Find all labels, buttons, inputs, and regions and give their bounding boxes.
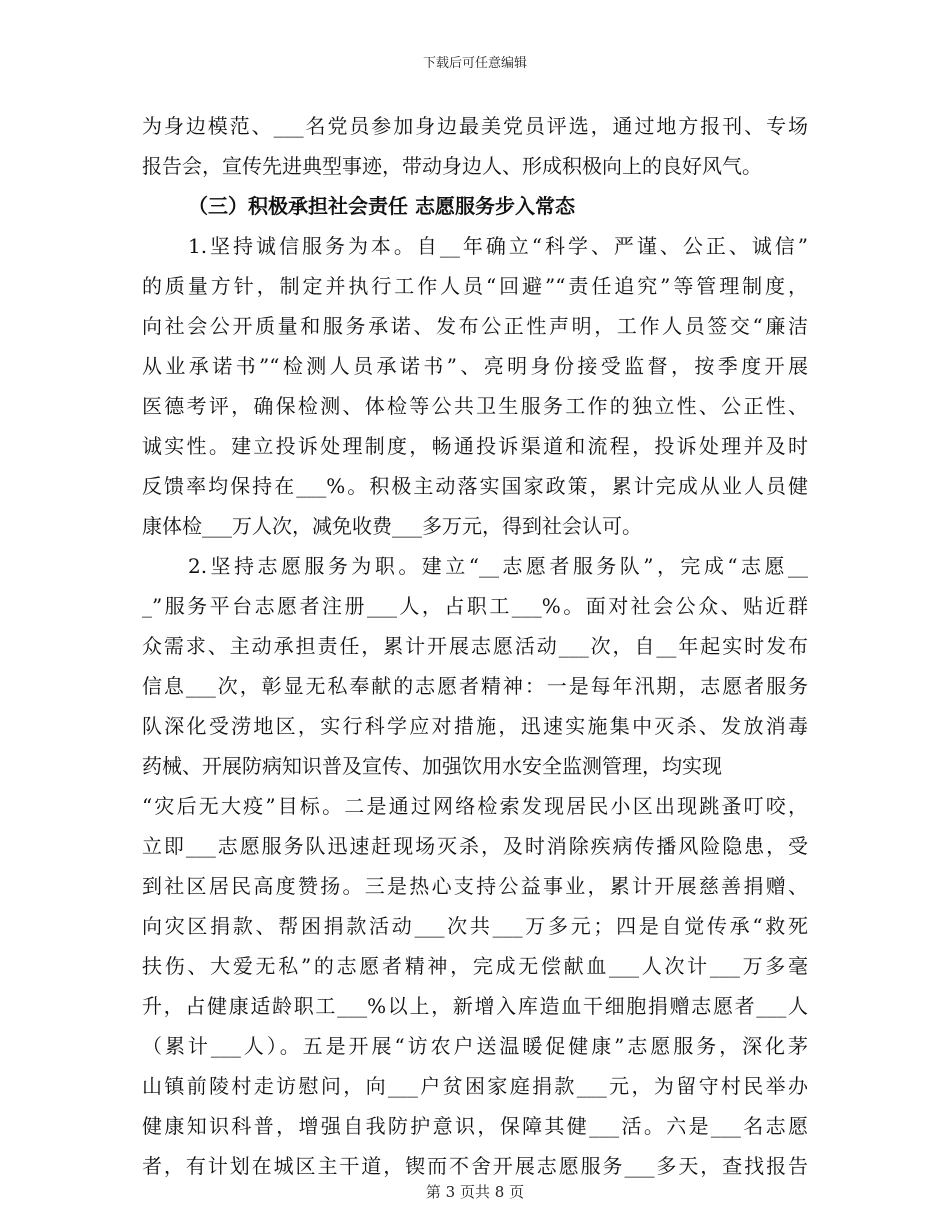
page-header: 下载后可任意编辑 <box>422 56 527 71</box>
body-line: 升，占健康适龄职工___%以上，新增入库造血干细胞捐赠志愿者___人 <box>142 994 808 1018</box>
section-heading: （三）积极承担社会责任 志愿服务步入常态 <box>188 194 575 218</box>
body-line: 康体检___万人次，减免收费___多万元，得到社会认可。 <box>142 514 642 538</box>
body-line: _”服务平台志愿者注册___人，占职工___%。面对社会公众、贴近群 <box>142 594 808 618</box>
body-line: 为身边模范、___名党员参加身边最美党员评选，通过地方报刊、专场 <box>142 114 808 138</box>
body-line: 众需求、主动承担责任，累计开展志愿活动___次，自__年起实时发布 <box>142 634 808 658</box>
body-line: 立即___志愿服务队迅速赶现场灭杀，及时消除疾病传播风险隐患，受 <box>142 834 808 858</box>
body-line: 从业承诺书”“检测人员承诺书”、亮明身份接受监督，按季度开展 <box>142 354 808 378</box>
body-line: 药械、开展防病知识普及宣传、加强饮用水安全监测管理，均实现 <box>142 754 722 778</box>
paragraph-first-line: 2.坚持志愿服务为职。建立“__志愿者服务队”，完成“志愿__ <box>188 554 808 578</box>
body-line: “灾后无大疫”目标。二是通过网络检索发现居民小区出现跳蚤叮咬， <box>142 794 808 818</box>
document-body <box>142 106 808 1186</box>
body-line: 向社会公开质量和服务承诺、发布公正性声明，工作人员签交“廉洁 <box>142 314 808 338</box>
body-line: 医德考评，确保检测、体检等公共卫生服务工作的独立性、公正性、 <box>142 394 808 418</box>
paragraph-first-line: 1.坚持诚信服务为本。自__年确立“科学、严谨、公正、诚信” <box>188 234 808 258</box>
body-line: 者，有计划在城区主干道，锲而不舍开展志愿服务___多天，查找报告 <box>142 1154 808 1178</box>
body-line: 到社区居民高度赞扬。三是热心支持公益事业，累计开展慈善捐赠、 <box>142 874 808 898</box>
body-line: 信息___次，彰显无私奉献的志愿者精神：一是每年汛期，志愿者服务 <box>142 674 808 698</box>
page-footer: 第 3 页共 8 页 <box>425 1183 525 1201</box>
body-line: 反馈率均保持在___%。积极主动落实国家政策，累计完成从业人员健 <box>142 474 808 498</box>
body-line: 队深化受涝地区，实行科学应对措施，迅速实施集中灭杀、发放消毒 <box>142 714 808 738</box>
body-line: 诚实性。建立投诉处理制度，畅通投诉渠道和流程，投诉处理并及时 <box>142 434 808 458</box>
body-line: 健康知识科普，增强自我防护意识，保障其健___活。六是___名志愿 <box>142 1114 808 1138</box>
body-line: 的质量方针，制定并执行工作人员“回避”“责任追究”等管理制度， <box>142 274 808 298</box>
body-line: 向灾区捐款、帮困捐款活动___次共___万多元；四是自觉传承“救死 <box>142 914 808 938</box>
body-line: 扶伤、大爱无私”的志愿者精神，完成无偿献血___人次计___万多毫 <box>142 954 808 978</box>
body-line: 报告会，宣传先进典型事迹，带动身边人、形成积极向上的良好风气。 <box>142 154 762 178</box>
body-line: 山镇前陵村走访慰问，向___户贫困家庭捐款___元，为留守村民举办 <box>142 1074 808 1098</box>
body-line: （累计___人）。五是开展“访农户送温暖促健康”志愿服务，深化茅 <box>142 1034 808 1058</box>
